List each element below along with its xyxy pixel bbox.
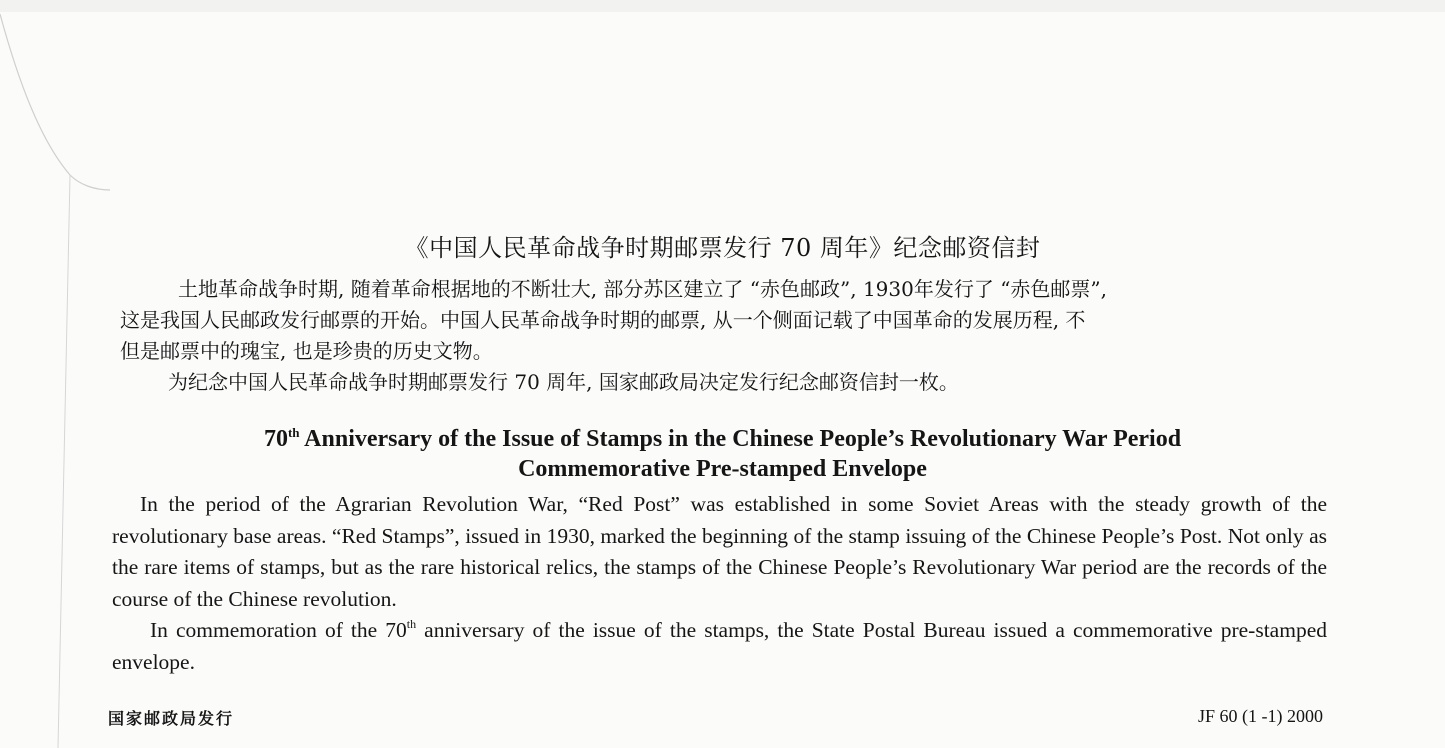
english-title-line-2: Commemorative Pre-stamped Envelope [518,456,927,482]
english-title-rest: Anniversary of the Issue of Stamps in the Chinese People’s Revolutionary War Period [299,426,1182,452]
english-paragraph-2-end: anniversary of the issue of the stamps, the State Postal Bureau issued a commemorative pre-stamped envelope. [112,618,1327,674]
english-body [112,489,1327,678]
chinese-paragraph-line: 为纪念中国人民革命战争时期邮票发行 70 周年, 国家邮政局决定发行纪念邮资信封一枚。 [168,370,959,394]
publisher-label: 国家邮政局发行 [108,709,235,728]
chinese-title: 《中国人民革命战争时期邮票发行 70 周年》纪念邮资信封 [404,234,1041,262]
english-paragraph-2-superscript: th [406,617,417,631]
english-title-superscript: th [287,425,300,440]
english-title-line-1 [0,424,1445,454]
issue-code: JF 60 (1 -1) 2000 [1198,706,1323,726]
chinese-body [120,274,1320,398]
english-title [0,424,1445,484]
english-title-number: 70 [263,426,288,452]
english-paragraph-2-start: In commemoration of the 70 [150,618,407,642]
chinese-paragraph-line: 土地革命战争时期, 随着革命根据地的不断壮大, 部分苏区建立了 “赤色邮政”, 1930年发行了 “赤色邮票”, [178,277,1108,301]
english-paragraph-2 [112,615,1327,678]
english-paragraph-1: In the period of the Agrarian Revolution War, “Red Post” was established in some Soviet Areas with the steady growth of the revolutionary base areas. “Red Stamps”, issued in 1930, marked the beginning of the stamp issuing of the Chinese People’s Post. Not only as the rare items of stamps, but as the rare historical relics, the stamps of the Chinese People’s Revolutionary War period are the records of the course of the Chinese revolution. [112,492,1327,611]
chinese-paragraph-line: 但是邮票中的瑰宝, 也是珍贵的历史文物。 [120,339,493,363]
chinese-paragraph-line: 这是我国人民邮政发行邮票的开始。中国人民革命战争时期的邮票, 从一个侧面记载了中国革命的发展历程, 不 [120,308,1086,332]
